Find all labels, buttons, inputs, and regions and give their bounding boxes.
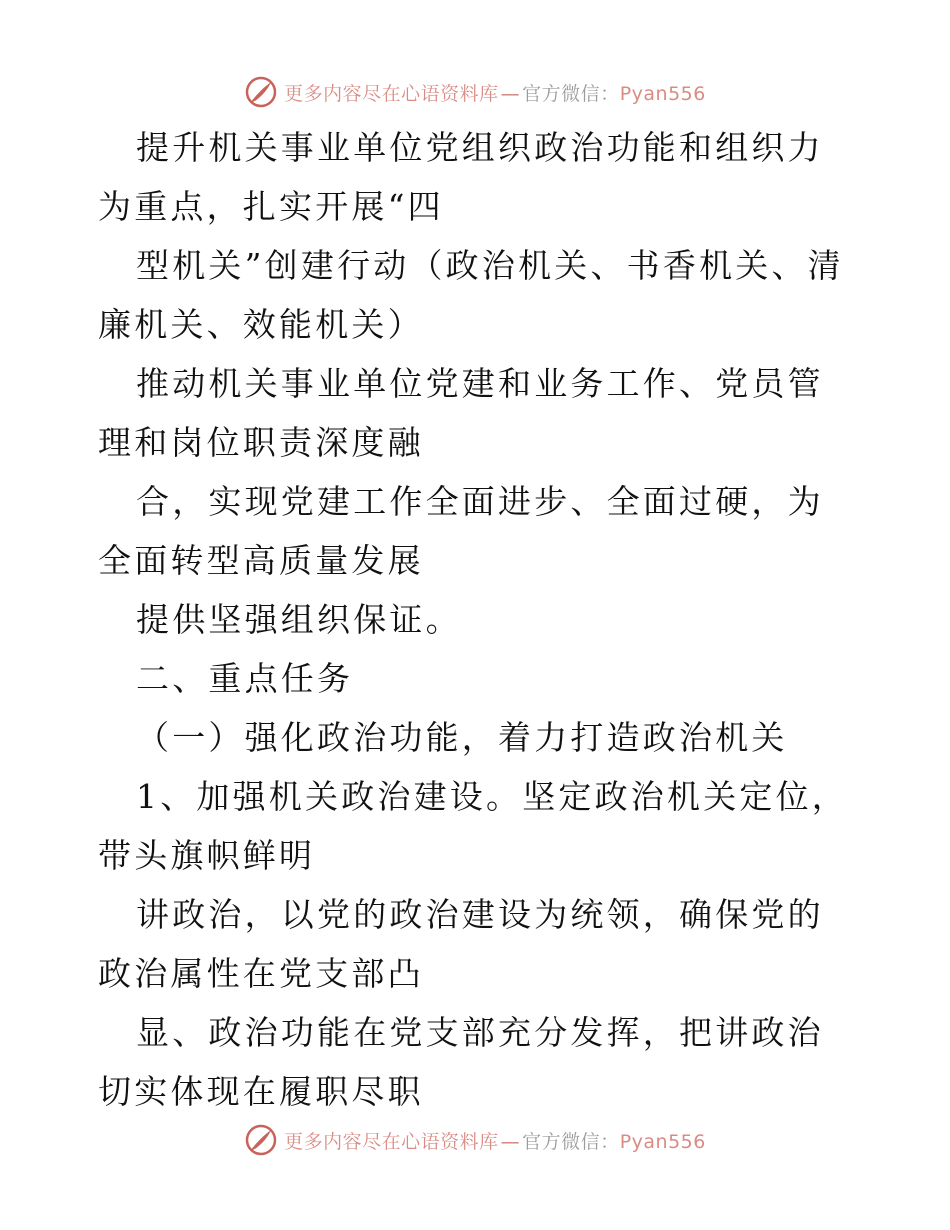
subsection-heading: （一）强化政治功能，着力打造政治机关 (136, 718, 788, 757)
watermark-text (284, 1127, 706, 1154)
paragraph: 提供坚强组织保证。 (136, 600, 462, 639)
watermark-account: Pyan556 (619, 82, 706, 105)
document-body (98, 118, 858, 1121)
quill-logo-icon (244, 75, 278, 109)
watermark-label: 官方微信： (522, 82, 620, 105)
watermark-site: 更多内容尽在心语资料库 (284, 82, 499, 105)
paragraph: 推动机关事业单位党建和业务工作、党员管理和岗位职责深度融 (98, 364, 824, 462)
watermark-site: 更多内容尽在心语资料库 (284, 1130, 499, 1153)
paragraph: 合，实现党建工作全面进步、全面过硬，为全面转型高质量发展 (98, 482, 824, 580)
watermark-text (284, 79, 706, 106)
watermark-footer (0, 1120, 950, 1160)
paragraph: 1、加强机关政治建设。坚定政治机关定位，带头旗帜鲜明 (98, 777, 848, 875)
paragraph: 讲政治，以党的政治建设为统领，确保党的政治属性在党支部凸 (98, 895, 824, 993)
watermark-separator: — (500, 1130, 521, 1153)
watermark-label: 官方微信： (522, 1130, 620, 1153)
paragraph: 显、政治功能在党支部充分发挥，把讲政治切实体现在履职尽职 (98, 1013, 824, 1111)
section-heading: 二、重点任务 (136, 659, 354, 698)
watermark-separator: — (500, 82, 521, 105)
watermark-header (0, 72, 950, 112)
watermark-account: Pyan556 (619, 1130, 706, 1153)
quill-logo-icon (244, 1123, 278, 1157)
paragraph: 提升机关事业单位党组织政治功能和组织力为重点，扎实开展“四 (98, 128, 824, 226)
paragraph: 型机关”创建行动（政治机关、书香机关、清廉机关、效能机关） (98, 246, 844, 344)
